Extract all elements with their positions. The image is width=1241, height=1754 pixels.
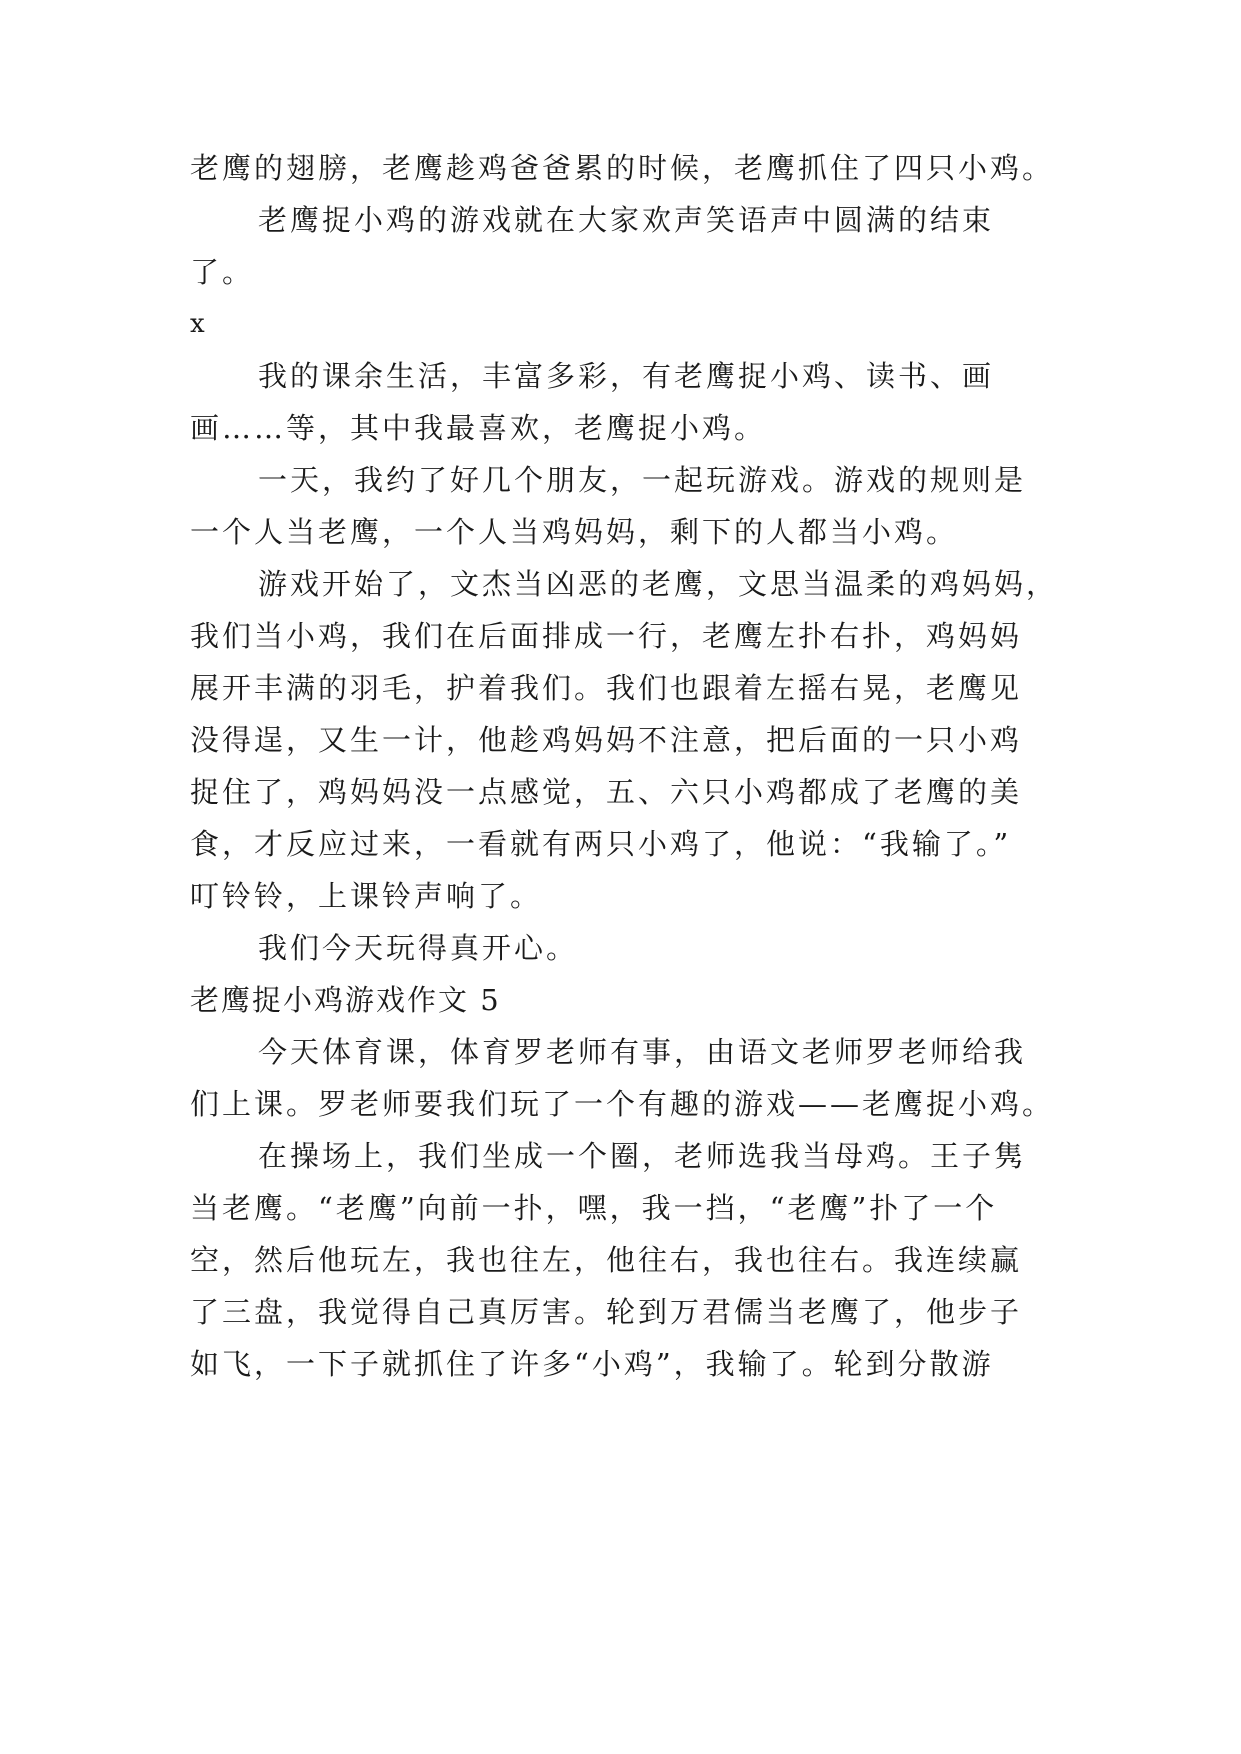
text-line: 画……等，其中我最喜欢，老鹰捉小鸡。 bbox=[190, 411, 767, 445]
text-line: 空，然后他玩左，我也往左，他往右，我也往右。我连续赢 bbox=[190, 1243, 1023, 1277]
text-line: 当老鹰。“老鹰”向前一扑，嘿，我一挡，“老鹰”扑了一个 bbox=[190, 1191, 998, 1225]
text-line: 了三盘，我觉得自己真厉害。轮到万君儒当老鹰了，他步子 bbox=[190, 1295, 1023, 1329]
text-line: 如飞，一下子就抓住了许多“小鸡”，我输了。轮到分散游 bbox=[190, 1347, 994, 1381]
text-line: 我的课余生活，丰富多彩，有老鹰捉小鸡、读书、画 bbox=[258, 359, 995, 393]
text-line: 食，才反应过来，一看就有两只小鸡了，他说：“我输了。” bbox=[190, 827, 1012, 861]
text-line: 展开丰满的羽毛，护着我们。我们也跟着左摇右晃，老鹰见 bbox=[190, 671, 1023, 705]
text-line: 老鹰的翅膀，老鹰趁鸡爸爸累的时候，老鹰抓住了四只小鸡。 bbox=[190, 151, 1055, 185]
text-line: 一天，我约了好几个朋友，一起玩游戏。游戏的规则是 bbox=[258, 463, 1027, 497]
text-line: 叮铃铃，上课铃声响了。 bbox=[190, 879, 543, 913]
text-line: 老鹰捉小鸡的游戏就在大家欢声笑语声中圆满的结束 bbox=[258, 203, 995, 237]
text-line: 我们今天玩得真开心。 bbox=[258, 931, 579, 965]
section-title: 老鹰捉小鸡游戏作文 5 bbox=[190, 983, 501, 1017]
text-line: 捉住了，鸡妈妈没一点感觉，五、六只小鸡都成了老鹰的美 bbox=[190, 775, 1023, 809]
text-line: 我们当小鸡，我们在后面排成一行，老鹰左扑右扑，鸡妈妈 bbox=[190, 619, 1023, 653]
text-line: 今天体育课，体育罗老师有事，由语文老师罗老师给我 bbox=[258, 1035, 1027, 1069]
text-line: 了。 bbox=[190, 255, 255, 289]
text-line: x bbox=[190, 309, 205, 339]
text-line: 游戏开始了，文杰当凶恶的老鹰，文思当温柔的鸡妈妈， bbox=[258, 567, 1059, 601]
text-line: 们上课。罗老师要我们玩了一个有趣的游戏——老鹰捉小鸡。 bbox=[190, 1087, 1055, 1121]
text-line: 一个人当老鹰，一个人当鸡妈妈，剩下的人都当小鸡。 bbox=[190, 515, 959, 549]
text-line: 在操场上，我们坐成一个圈，老师选我当母鸡。王子隽 bbox=[258, 1139, 1027, 1173]
text-line: 没得逞，又生一计，他趁鸡妈妈不注意，把后面的一只小鸡 bbox=[190, 723, 1023, 757]
